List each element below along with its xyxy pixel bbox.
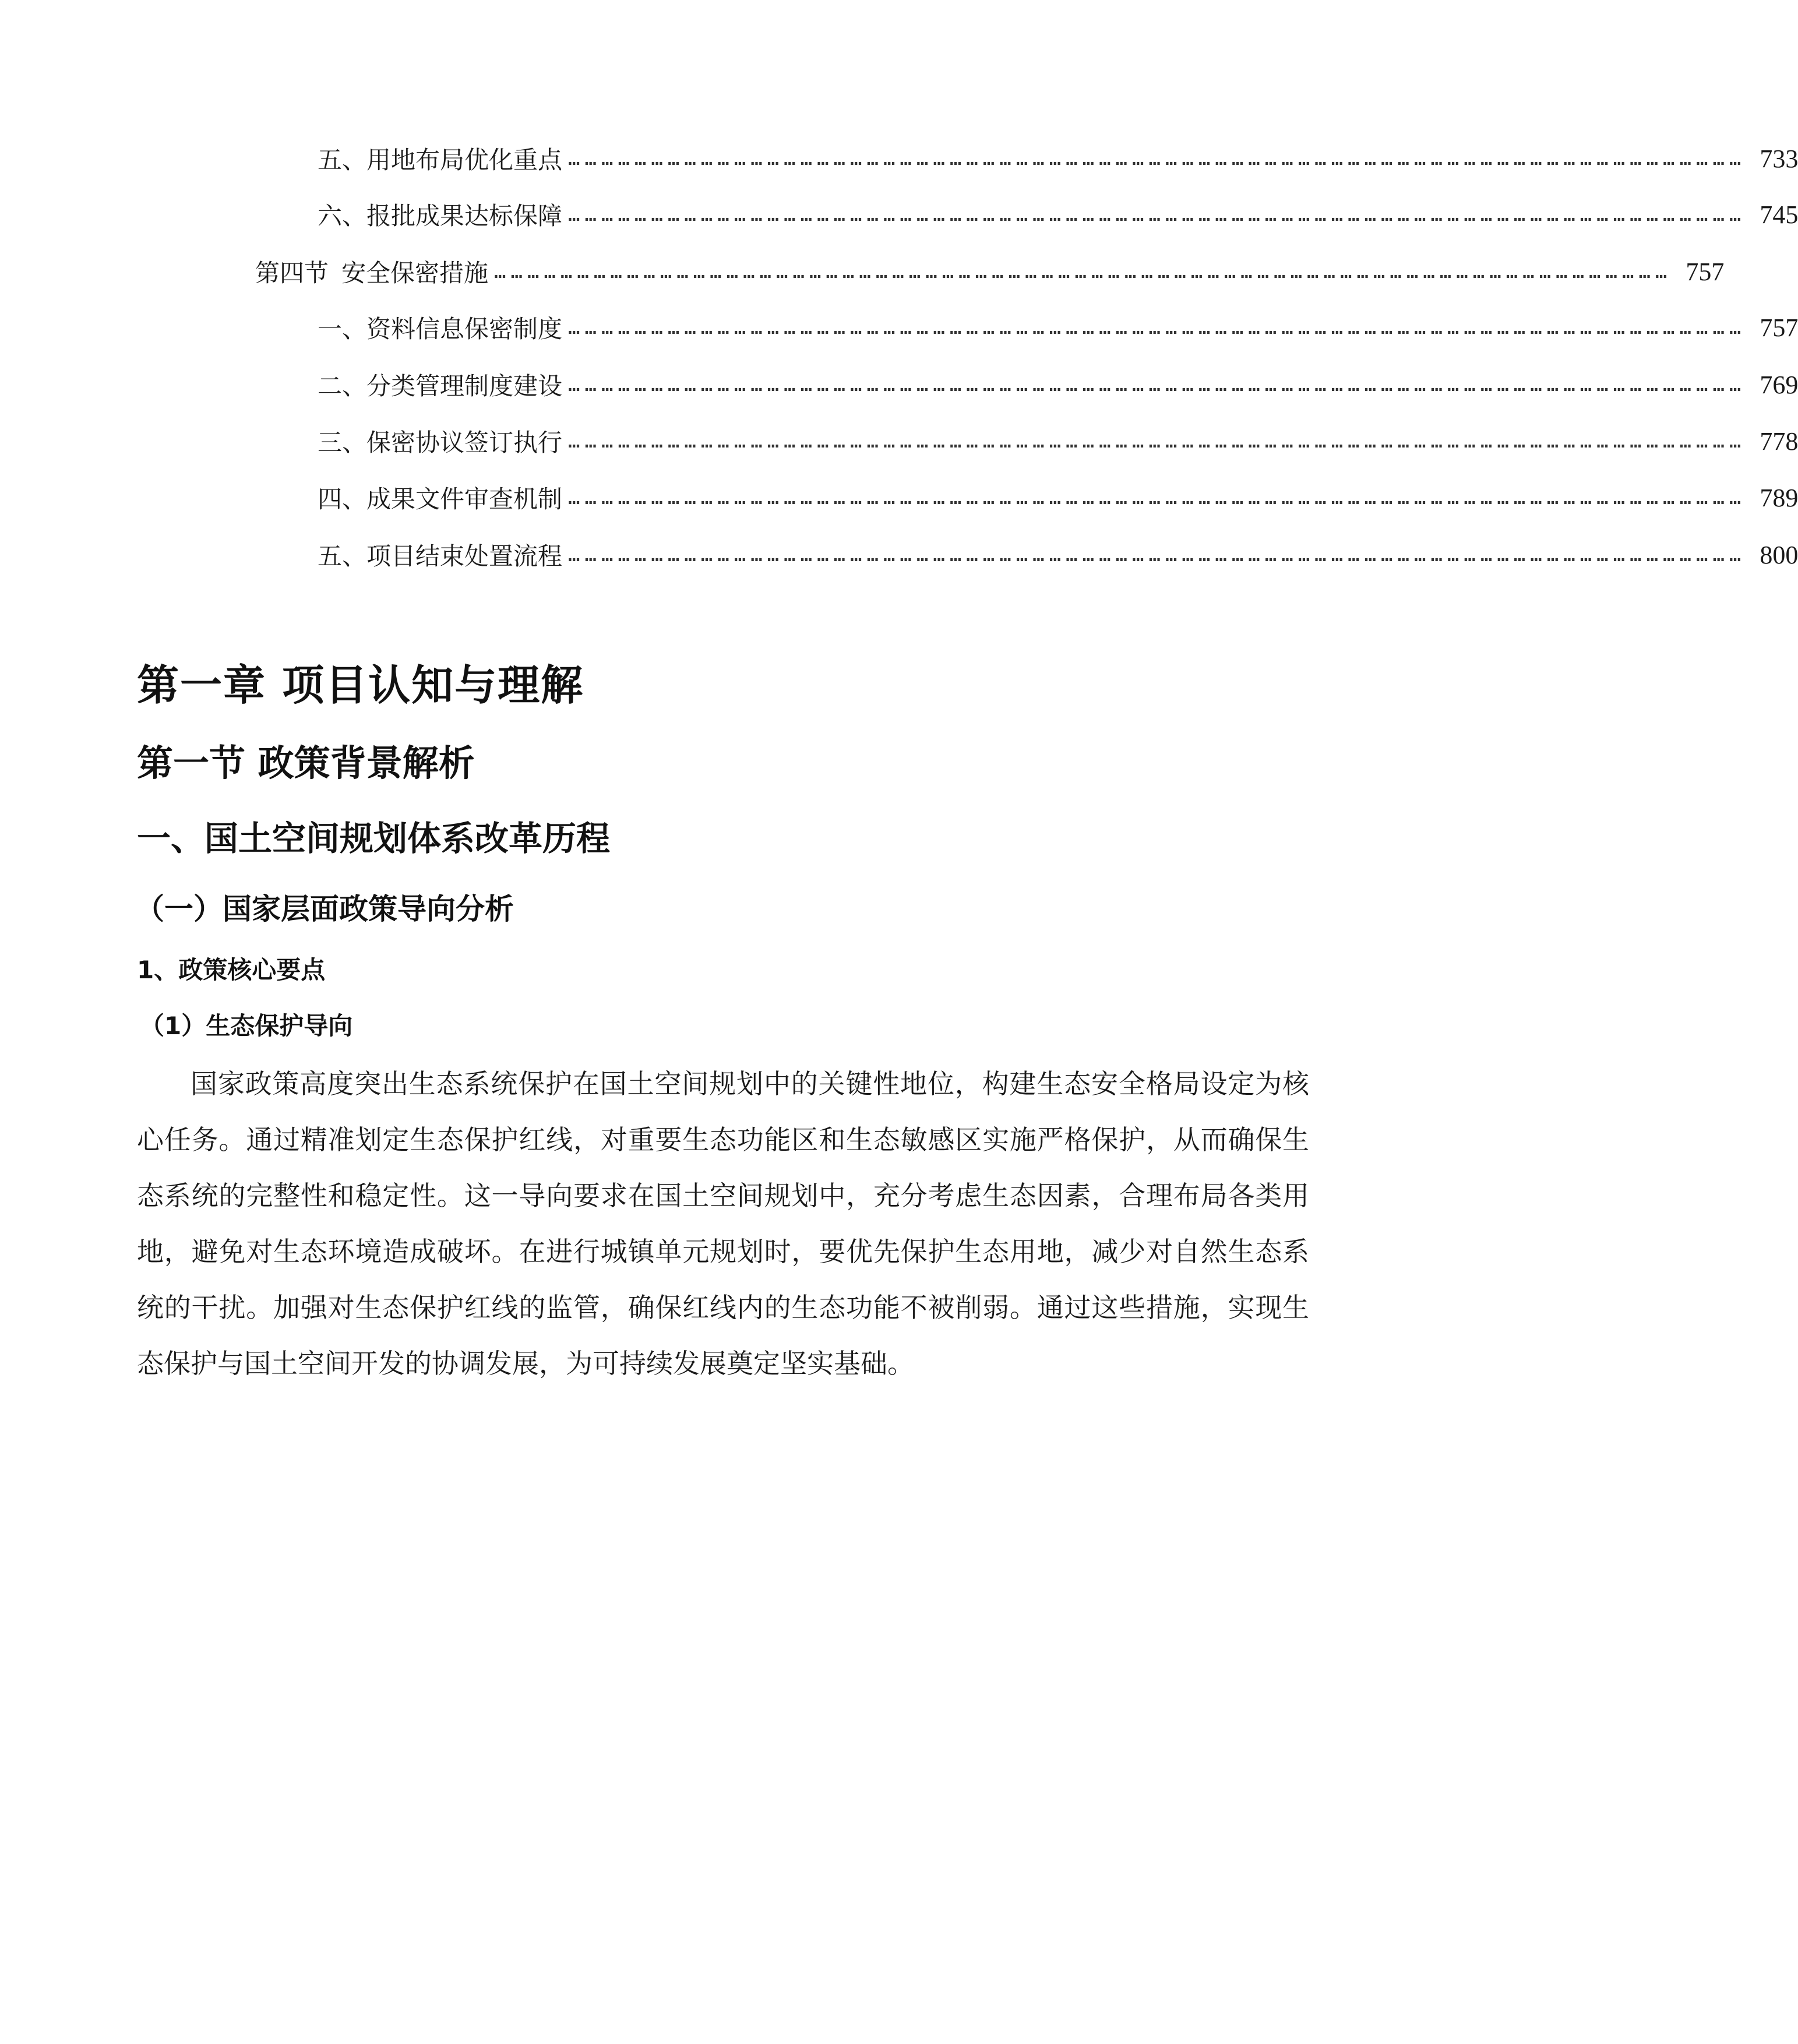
toc-leader-dots: …………………………………………………………………………………………………………………………………………………………………………………………… (568, 373, 1746, 396)
toc-leader-dots: …………………………………………………………………………………………………………………………………………………………………………………………… (568, 203, 1746, 226)
toc-leader-dots: …………………………………………………………………………………………………………………………………………………………………………………………… (568, 543, 1746, 566)
toc-leader-dots: …………………………………………………………………………………………………………………………………………………………………………………………… (494, 260, 1672, 283)
toc-entry-title: 资料信息保密制度 (366, 315, 563, 343)
subsection-heading-level2: （一）国家层面政策导向分析 (135, 892, 514, 926)
toc-leader-dots: …………………………………………………………………………………………………………………………………………………………………………………………… (568, 486, 1746, 509)
toc-section-number: 第四节 (255, 259, 329, 287)
toc-leader-dots: …………………………………………………………………………………………………………………………………………………………………………………………… (568, 147, 1746, 170)
toc-entry-number: 五、 (318, 542, 367, 570)
toc-entry[interactable] (318, 480, 1798, 515)
toc-entry-page: 800 (1760, 540, 1798, 569)
toc-entry-title: 保密协议签订执行 (366, 428, 563, 457)
toc-entry-number: 六、 (318, 202, 367, 230)
chapter-title: 第一章 项目认知与理解 (137, 661, 584, 710)
body-paragraph: 国家政策高度突出生态系统保护在国土空间规划中的关键性地位，构建生态安全格局设定为核心任务。通过精准划定生态保护红线，对重要生态功能区和生态敏感区实施严格保护，从而确保生态系统的完整性和稳定性。这一导向要求在国土空间规划中，充分考虑生态因素，合理布局各类用地，避免对生态环境造成破坏。在进行城镇单元规划时，要优先保护生态用地，减少对自然生态系统的干扰。加强对生态保护红线的监管，确保红线内的生态功能不被削弱。通过这些措施，实现生态保护与国土空间开发的协调发展，为可持续发展奠定坚实基础。 (137, 1068, 1309, 1379)
subsection-heading-level3: 1、政策核心要点 (137, 956, 326, 984)
toc-entry-number: 三、 (318, 428, 367, 457)
subsection-heading-level4: （1）生态保护导向 (140, 1012, 353, 1040)
toc-leader-dots: …………………………………………………………………………………………………………………………………………………………………………………………… (568, 316, 1746, 339)
toc-entry[interactable] (318, 367, 1798, 402)
subsection-heading-level1: 一、国土空间规划体系改革历程 (137, 819, 611, 858)
toc-entry-title: 用地布局优化重点 (366, 146, 563, 174)
toc-entry-title: 分类管理制度建设 (366, 372, 563, 400)
toc-leader-dots: …………………………………………………………………………………………………………………………………………………………………………………………… (568, 429, 1746, 453)
toc-entry-title: 报批成果达标保障 (366, 202, 563, 230)
toc-entry-page: 733 (1760, 144, 1798, 173)
toc-entry-page: 757 (1760, 313, 1798, 342)
toc-entry-page: 757 (1686, 257, 1725, 286)
toc-entry-title: 成果文件审查机制 (366, 485, 563, 513)
toc-entry-title: 项目结束处置流程 (366, 542, 563, 570)
toc-entry[interactable] (318, 310, 1798, 345)
toc-entry-page: 778 (1760, 427, 1798, 456)
toc-entry-page: 769 (1760, 370, 1798, 399)
toc-entry[interactable] (318, 537, 1798, 572)
toc-entry-number: 四、 (318, 485, 367, 513)
toc-entry-page: 789 (1760, 483, 1798, 512)
toc-entry[interactable] (318, 141, 1798, 176)
toc-entry[interactable] (318, 197, 1798, 232)
toc-entry[interactable] (318, 424, 1798, 459)
toc-entry-number: 五、 (318, 146, 367, 174)
toc-entry-page: 745 (1760, 200, 1798, 229)
toc-entry-number: 一、 (318, 315, 367, 343)
toc-entry-title: 安全保密措施 (341, 259, 489, 287)
section-title: 第一节 政策背景解析 (137, 742, 475, 784)
toc-section-entry[interactable] (255, 254, 1725, 289)
toc-entry-number: 二、 (318, 372, 367, 400)
